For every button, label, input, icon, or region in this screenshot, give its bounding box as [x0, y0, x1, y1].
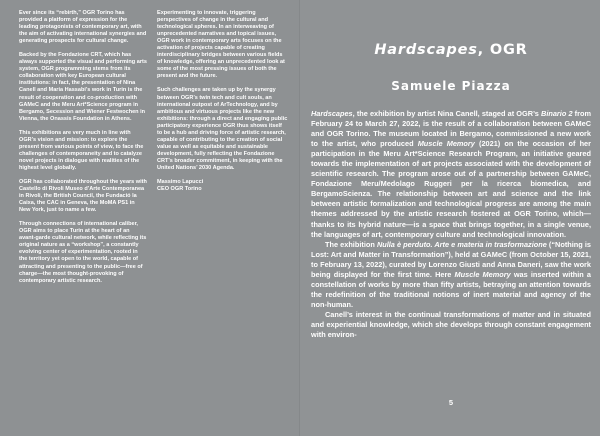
signature-name: Massimo Lapucci [157, 179, 204, 186]
text: The exhibition [325, 239, 377, 249]
italic-text: Hardscapes [311, 109, 353, 118]
paragraph: Such challenges are taken up by the synergy between OGR’s twin tech and cult souls, an international outpost of ArTechnology, and by ambitious and virtuous projects like the new exhibitions: through a direct and engaging public participatory experience OGR thus shows itself to be a hub and driving force of artistic research, capable of contributing to the creation of social value as well as equitable and sustainable development, fully reflecting the Fondazione CRT’s broader commitment, in keeping with the United Nations’ 2030 Agenda. [157, 87, 288, 171]
italic-text: Muscle Memory [454, 269, 511, 279]
paragraph: This exhibitions are very much in line with OGR’s vision and mission: to explore the present from various points of view, to face the challenges of contemporaneity and to catalyze novel projects in dialogue with realities of the highest level globally. [19, 129, 144, 171]
text: (“Nothing is Lost: Art and Matter in Transformation”), held at GAMeC (from October 15, 2021, to February 13, 2022), curated by Lorenzo Giusti and Anna Daneri, saw the work being displayed for the first time. Here [311, 239, 591, 279]
title-rest: , OGR [477, 42, 528, 58]
signature-role: CEO OGR Torino [157, 186, 202, 193]
paragraph: Ever since its “rebirth,” OGR Torino has provided a platform of expression for the leading protagonists of contemporary art, with the aim of activating international synergies and generating prospects for cultural change. [19, 10, 147, 45]
title-italic: Hardscapes [374, 42, 478, 58]
page-title [326, 42, 576, 58]
paragraph: Backed by the Fondazione CRT, which has always supported the visual and performing arts system, OGR programming stems from its collaboration with key European cultural institutions: in fact, the presentation of Nina Canell and Maria Hassabi’s work in Turin is the result of cooperation and co-production with GAMeC and the Meru Art*Science program in Bergamo, Secession and Wiener Festwochen in Vienna, the Onassis Foundation in Athens. [19, 52, 147, 122]
author-name: Samuele Piazza [391, 79, 511, 93]
italic-text: Binario 2 [541, 109, 573, 118]
text: , the exhibition by artist Nina Canell, staged at OGR’s [352, 109, 542, 118]
essay-body [311, 109, 591, 340]
signature [157, 179, 288, 193]
essay-paragraph-3: Canell’s interest in the continual transformations of matter and in situated and experiential knowledge, which she develops through constant engagement with environ- [311, 309, 591, 340]
paragraph: OGR has collaborated throughout the years with Castello di Rivoli Museo d’Arte Contemporanea in Rivoli, the British Council, the Fundació la Caixa, the CAC in Geneva, the MoMA PS1 in New York, just to name a few. [19, 178, 147, 214]
text: (2021) on the occasion of her participation in the Meru Art*Science Research Program, an initiative geared towards the implementation of art projects associated with the development of scientific research. The program arose out of a partnership between GAMeC, Fondazione Meru/Medolago Ruggeri per la ricerca biomedica, and BergamoScienza. The relationship between art and science and the link between artistic formalization and technological progress are among the main themes addressed by the artistic research fostered at OGR Torino, which—thanks to its hybrid nature—is a space that brings together, in a single venue, the languages of art, contemporary culture and technological innovation. [311, 139, 591, 239]
left-column-2 [157, 10, 288, 193]
text: from February 24 to March 27, 2022, is the result of a collaboration between GAMeC and OGR Torino. The museum located in Bergamo, commissioned a new work to the artist, who produced [311, 109, 591, 149]
italic-text: Nulla è perduto. Arte e materia in trasformazione [376, 239, 547, 249]
essay-paragraph-2 [311, 240, 591, 310]
left-column-1 [19, 10, 147, 292]
paragraph: Through connections of international caliber, OGR aims to place Turin at the heart of an avant-garde cultural network, while reflecting its original nature as a “workshop”, a constantly evolving center of experimentation, rooted in the territory yet open to the world, capable of attracting and presenting to the public—free of charge—the most thought-provoking of contemporary artistic research. [19, 221, 147, 284]
page-number: 5 [448, 398, 454, 407]
italic-text: Muscle Memory [417, 139, 475, 149]
paragraph: Experimenting to innovate, triggering perspectives of change in the cultural and technological spheres. In an interweaving of unprecedented narratives and topical issues, OGR work in contemporary arts focuses on the activation of projects capable of creating interdisciplinary bridges between various fields of knowledge, offering an unprecedented look at some of the most pressing issues of both the present and the future. [157, 10, 285, 80]
text: was inserted within a constellation of works by more than fifty artists, betraying an attention towards the redefinition of the traditional notions of inert material and agency of the non-human. [311, 269, 591, 309]
essay-paragraph-1 [311, 109, 591, 240]
